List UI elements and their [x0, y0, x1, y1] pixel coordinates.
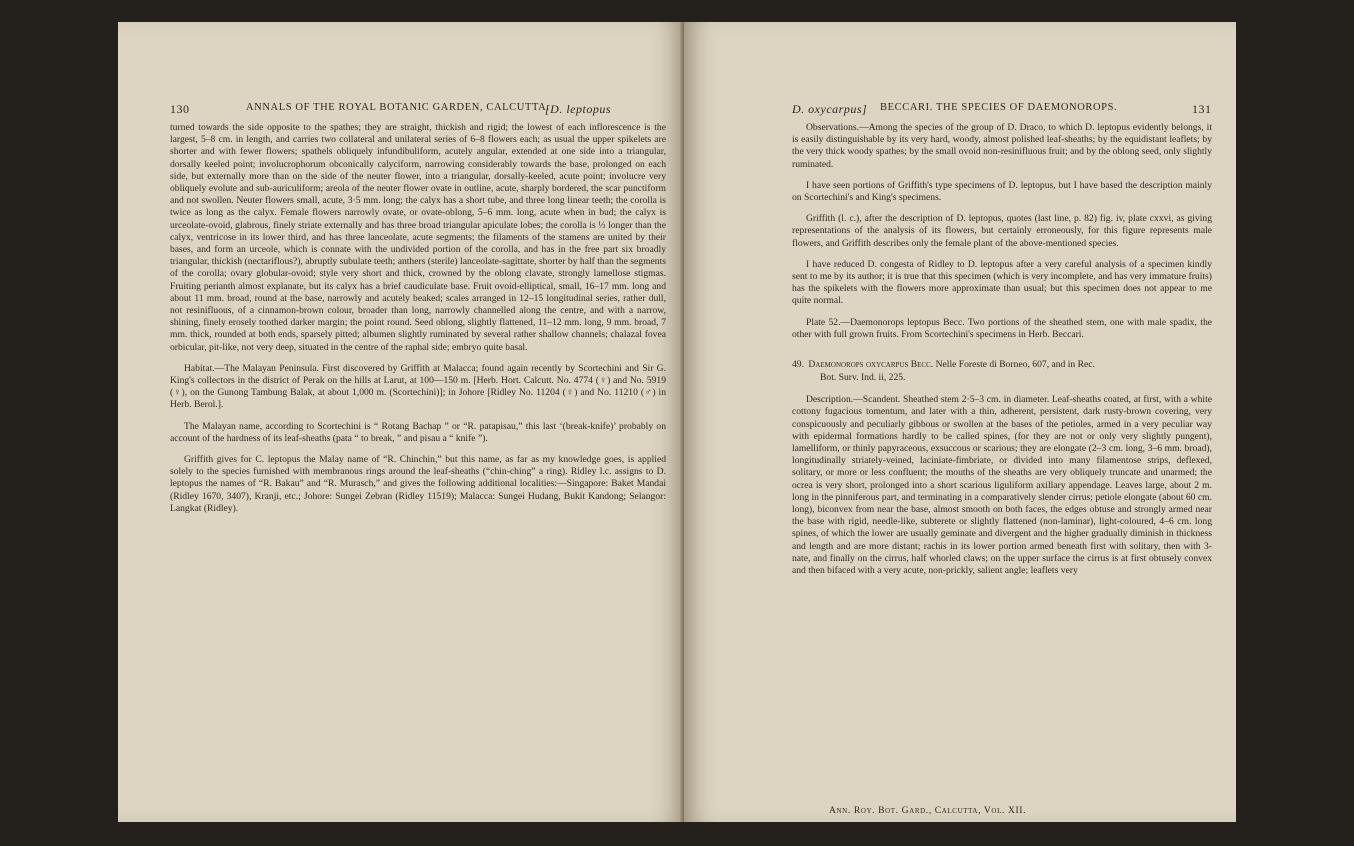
- griffith-name-paragraph: Griffith gives for C. leptopus the Malay name of “R. Chinchin,” but this name, as far as my knowledge goes, is applied solely to the species furnished with membranous rings around the leaf-sheaths (“chin-ching” a ring). Ridley l.c. assigns to D. leptopus the names of “R. Bakau” and “R. Murasch,” and gives the following additional localities:—Singapore: Baket Mandai (Ridley 1670, 3407), Kranji, etc.; Johore: Sungei Zebran (Ridley 11519); Malacca: Sungei Hudang, Bukit Kandong; Selangor: Langkat (Ridley).: [170, 454, 666, 514]
- right-page-number: 131: [1192, 102, 1212, 116]
- right-running-title: BECCARI. THE SPECIES OF DAEMONOROPS.: [880, 102, 1118, 113]
- page-footer: Ann. Roy. Bot. Gard., Calcutta, Vol. XII.: [829, 805, 1027, 816]
- right-body: [792, 122, 1212, 586]
- left-running-title: ANNALS OF THE ROYAL BOTANIC GARDEN, CALCUTTA.: [246, 102, 550, 113]
- congesta-reduced-paragraph: I have reduced D. congesta of Ridley to D. leptopus after a very careful analysis of a specimen kindly sent to me by its author; it is true that this specimen (which is very incomplete, and has very immature fruits) has the spikelets with the flowers more approximate than usual; but this specimen does not appear to me quite normal.: [792, 258, 1212, 307]
- griffith-plate-paragraph: Griffith (l. c.), after the description of D. leptopus, quotes (last line, p. 82) fig. iv, plate cxxvi, as giving representations of the analysis of its flowers, but certainly erroneously, for this figure represents male flowers, and Griffith describes only the female plant of the above-mentioned species.: [792, 213, 1212, 249]
- species-reference-2: Bot. Surv. Ind. ii, 225.: [820, 371, 906, 383]
- species-reference-1: Nelle Foreste di Borneo, 607, and in Rec.: [935, 359, 1095, 371]
- oxycarpus-description-paragraph: Description.—Scandent. Sheathed stem 2·5–3 cm. in diameter. Leaf-sheaths coated, at first, with a white cottony fugacious tomentum, and later with a thin, adherent, persistent, dark rusty-brown covering, very conspicuously and peculiarly gibbous or swollen at the bases of the petioles, armed in a very peculiar way with epidermal formations hardly to be called spines, (for they are not or only very slightly pungent), lamelliform, or thinly papyraceous, exsuccous or scarious; they are elongate (2–3 cm. long, 3–6 mm. broad), longitudinally striately-veined, laciniate-fimbriate, or divided into many filamentose strips, deflexed, solitary, or more or less confluent; the mouths of the sheaths are very obliquely truncate and unarmed; the ocrea is very short, prolonged into a short scarious liguliform axillary appendage. Leaves large, about 2 m. long in the pinniferous part, and terminating in a comparatively slender cirrus; petiole elongate (about 60 cm. long), biconvex from near the base, almost smooth on both faces, the edges obtuse and strongly armed near the base with rigid, needle-like, subterete or slightly flattened (non-laminar), light-coloured, 4–6 cm. long spines, of which the lower are usually geminate and divergent and the higher gradually diminish in thickness and length and are more distant; rachis in its lower portion armed beneath first with solitary, then with 3-nate, and finally on the cirrus, half whorled claws; on the upper surface the cirrus is at first obtusely convex and then bifaced with a very acute, non-prickly, salient angle; leaflets very: [792, 394, 1212, 577]
- malayan-name-paragraph: The Malayan name, according to Scortechini is “ Rotang Bachap ” or “R. patapisau,” this last ‘(break-knife)’ probably on account of the hardness of its leaf-sheaths (pata “ to break, ” and pisau a “ knife ”).: [170, 420, 666, 444]
- plate-caption-paragraph: Plate 52.—Daemonorops leptopus Becc. Two portions of the sheathed stem, one with male spadix, the other with full grown fruits. From Scortechini's specimens in Herb. Beccari.: [792, 316, 1212, 340]
- habitat-paragraph: Habitat.—The Malayan Peninsula. First discovered by Griffith at Malacca; found again recently by Scortechini and Sir G. King's collectors in the district of Perak on the hills at Larut, at 100—150 m. [Herb. Hort. Calcutt. No. 4774 (♀) and No. 5919 (♀), on the Gunong Tambung Balak, at about 1,000 m. (Scortechini)]; in Johore [Ridley No. 11204 (♀) and No. 11210 (♂) in Herb. Berol.].: [170, 362, 666, 411]
- left-page: [118, 22, 684, 822]
- left-page-number: 130: [170, 102, 190, 116]
- left-running-section: [D. leptopus: [545, 102, 611, 116]
- specimens-seen-paragraph: I have seen portions of Griffith's type specimens of D. leptopus, but I have based the description mainly on Scortechini's and King's specimens.: [792, 179, 1212, 204]
- species-number: 49.: [792, 359, 804, 371]
- observations-paragraph: Observations.—Among the species of the group of D. Draco, to which D. leptopus evidently belongs, it is easily distinguishable by its very hard, woody, almost polished leaf-sheaths; by the equidistant leaflets; by the very thick woody spathes; by the small ovoid non-resinifluous fruit; and by the oblong seed, only slightly ruminated.: [792, 122, 1212, 170]
- species-heading: [792, 359, 1212, 384]
- species-name: Daemonorops oxycarpus Becc.: [808, 359, 934, 371]
- description-paragraph: turned towards the side opposite to the spathes; they are straight, thickish and rigid; the lowest of each inflorescence is the largest, 5–8 cm. in length, and carries two collateral and unilateral series of 6–8 flowers each; as usual the upper spikelets are shorter and with fewer flowers; spathels obliquely infundibuliform, acutely angular, extended at one side into a triangular, dorsally keeled point; involucrophorum obconically calyciform, narrowing considerably towards the base, prolonged on each side, but externally more than on the side of the neuter flower, into a triangular, dorsally-keeled, acute point; involucre very obliquely evolute and sub-auriculiform; areola of the neuter flower ovate in outline, acute, sharply bordered, the scar punctiform and not swollen. Neuter flowers small, acute, 3·5 mm. long; the calyx has a short tube, and three long linear teeth; the corolla is twice as long as the calyx. Female flowers narrowly ovate, or ovate-oblong, 5–6 mm. long, acute when in bud; the calyx is urceolate-ovoid, glabrous, finely striate externally and has three broad triangular apiculate lobes; the corolla is ⅓ longer than the calyx, ventricose in its lower third, and has three lanceolate, acute segments; the filaments of the stamens are united by their bases, and form an urceole, which is connate with the undivided portion of the corolla, and has in the free part six broadly triangular, thickish (nectariflous?), abruptly subulate teeth; anthers (sterile) lanceolate-sagittate, shorter by half than the segments of the corolla; ovary globular-ovoid; style very short and thick, crowned by the oblong clavate, strongly lamellose stigmas. Fruiting perianth almost explanate, but its calyx has a brief caudiculate base. Fruit ovoid-elliptical, small, 16–17 mm. long and about 11 mm. broad, round at the base, narrowly and acutely beaked; scales arranged in 12–15 longitudinal series, rather dull, not resinifluous, of a cinnamon-brown colour, broader than long, narrowly channelled along the centre, and with a narrow, shining, finely erosely toothed darker margin; the point round. Seed oblong, slightly flattened, 11–12 mm. long, 9 mm. broad, 7 mm. thick, rounded at both ends, sparsely pitted; albumen slightly ruminated by several rather shallow channels; chalazal fovea orbicular, pit-like, not very deep, situated in the centre of the raphal side; embryo quite basal.: [170, 122, 666, 353]
- right-page: [684, 22, 1236, 822]
- left-body: [170, 122, 666, 524]
- right-running-section: D. oxycarpus]: [792, 102, 868, 116]
